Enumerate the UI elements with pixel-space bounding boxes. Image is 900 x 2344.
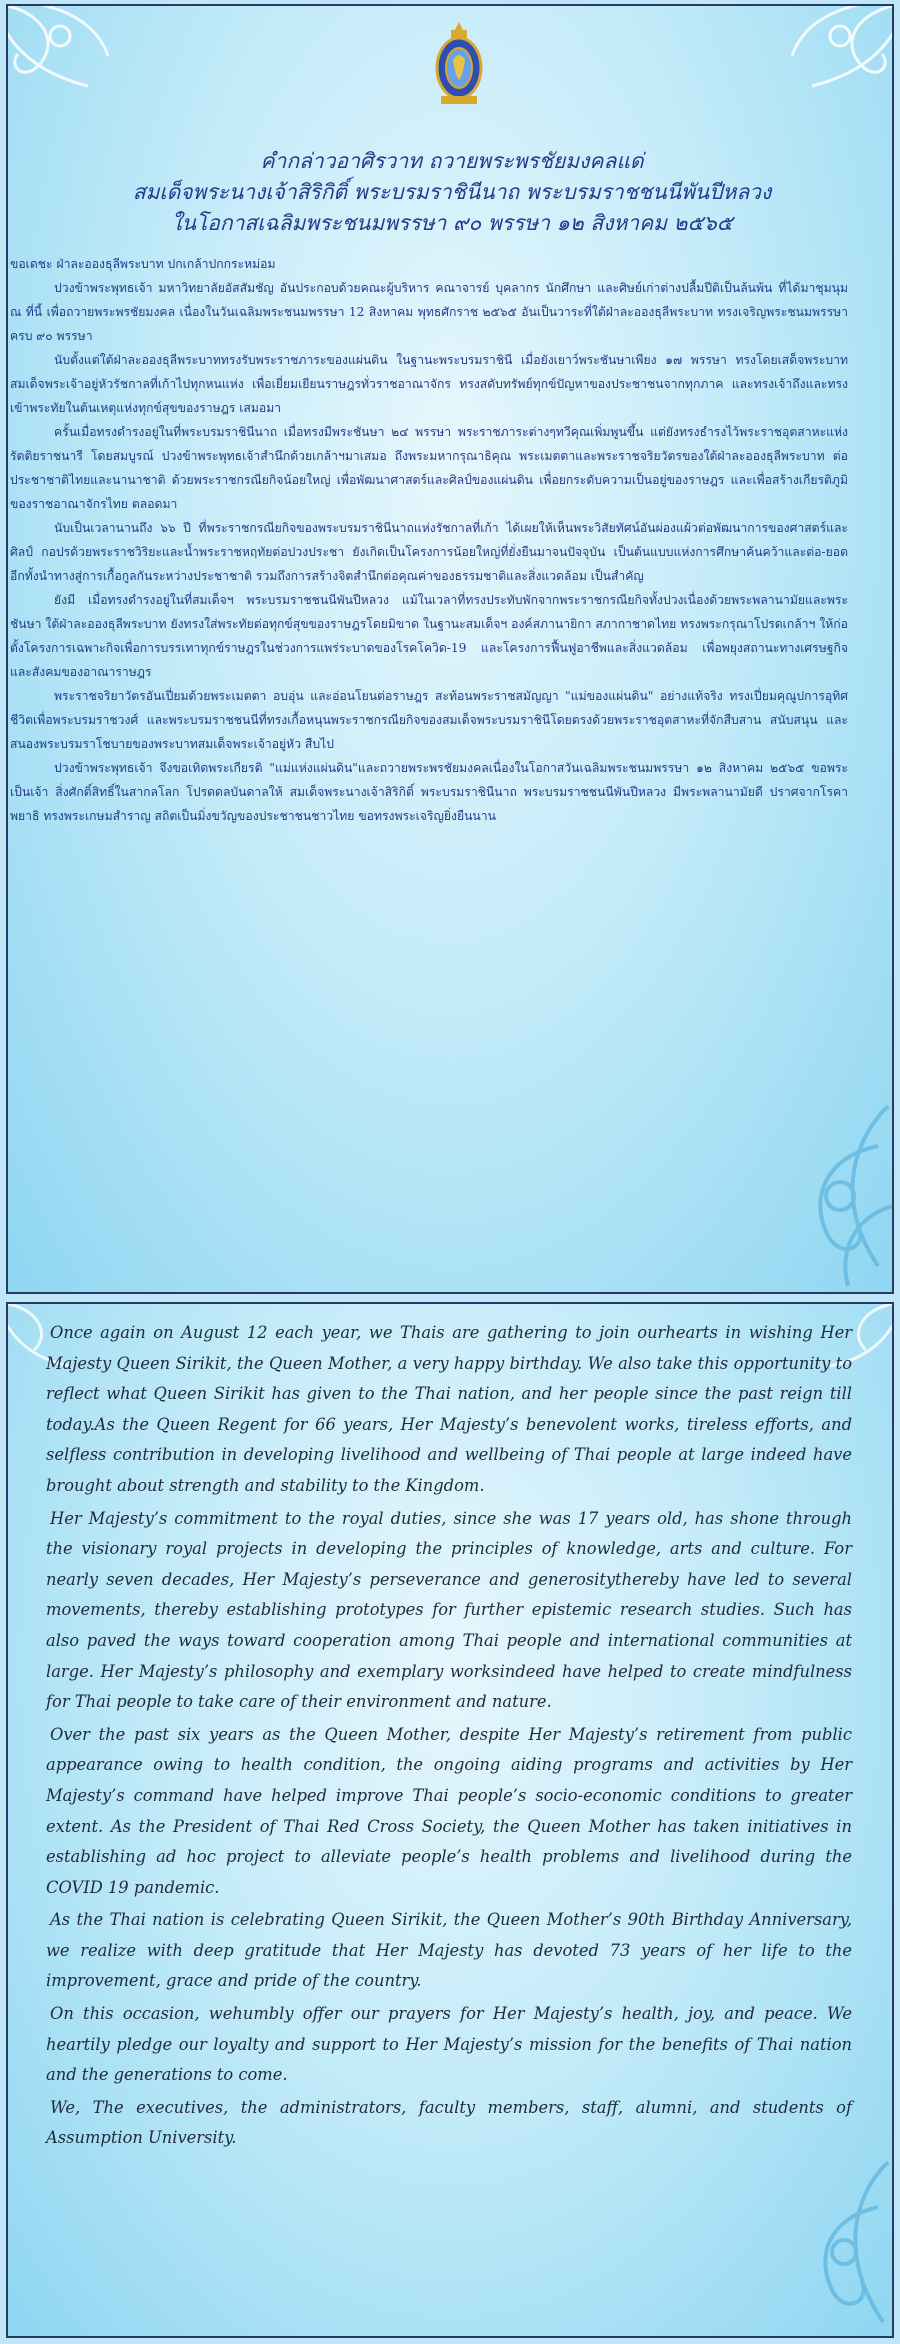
english-paragraph-text: Over the past six years as the Queen Mother, despite Her Majesty’s retirement from public appearance owing to health condition, the ongoing aiding programs and activities by Her Majesty’s command have helped improve Thai people’s socio-economic conditions to greater extent. As the President of Thai Red Cross Society, the Queen Mother has taken initiatives in establishing ad hoc project to alleviate people’s health problems and livelihood during the COVID 19 pandemic. [46,1724,852,1897]
floral-flourish-icon [748,2152,894,2338]
royal-emblem-icon [433,20,485,106]
english-paragraph [46,1999,852,2091]
thai-paragraph: นับตั้งแต่ใต้ฝ่าละอองธุลีพระบาททรงรับพระราชภาระของแผ่นดิน ในฐานะพระบรมราชินี เมื่อยังเยาว์พระชันษาเพียง ๑๗ พรรษา ทรงโดยเสด็จพระบาทสมเด็จพระเจ้าอยู่หัวรัชกาลที่เก้าไปทุกหนแห่ง เพื่อเยี่ยมเยียนราษฎรทั่วราชอาณาจักร ทรงสดับทรัพย์ทุกข์ปัญหาของประชาชนจากทุกภาค และทรงเจ้าถึงและทรงเข้าพระทัยในต้นเหตุแห่งทุกข์สุขของราษฎร เสมอมา [10,353,848,415]
thai-salutation: ขอเดชะ ฝ่าละอองธุลีพระบาท ปกเกล้าปกกระหม่อม [10,257,276,271]
english-paragraph [46,1905,852,1997]
english-paragraph [46,1504,852,1718]
thai-title-line-3: ในโอกาสเฉลิมพระชนมพรรษา ๙๐ พรรษา ๑๒ สิงหาคม ๒๕๖๕ [171,211,733,235]
english-paragraph-text: On this occasion, wehumbly offer our prayers for Her Majesty’s health, joy, and peace. We heartily pledge our loyalty and support to Her Majesty’s mission for the benefits of Thai nation and the generations to come. [46,2004,852,2085]
floral-flourish-icon [728,1086,894,1294]
thai-paragraph: ยังมี เมื่อทรงดำรงอยู่ในที่สมเด็จฯ พระบรมราชชนนีพันปีหลวง แม้ในเวลาที่ทรงประทับพักจากพระราชกรณียกิจทั้งปวงเนื่องด้วยพระพลานามัยและพระชันษา ใต้ฝ่าละอองธุลีพระบาท ยังทรงใส่พระทัยต่อทุกข์สุขของราษฎรโดยมิขาด ในฐานะสมเด็จฯ องค์สภานายิกา สภากาชาดไทย ทรงพระกรุณาโปรดเกล้าฯ ให้ก่อตั้งโครงการเฉพาะกิจเพื่อการบรรเทาทุกข์ราษฎรในช่วงการแพร่ระบาดของโรคโควิด-19 และโครงการฟื้นฟูอาชีพและสิ่งแวดล้อม เพื่อพยุงสถานะทางเศรษฐกิจและสังคมของอาณาราษฎร [10,593,849,679]
english-paragraph [46,2093,852,2154]
floral-flourish-icon [6,4,128,116]
english-body [46,1318,852,2156]
floral-flourish-icon [772,4,894,116]
thai-paragraph: พระราชจริยาวัตรอันเปี่ยมด้วยพระเมตตา อบอุ่น และอ่อนโยนต่อราษฎร สะท้อนพระราชสมัญญา "แม่ของแผ่นดิน" อย่างแท้จริง ทรงเปี่ยมคุณูปการอุทิศชีวิตเพื่อพระบรมราชวงศ์ และพระบรมราชชนนีที่ทรงเกื้อหนุนพระราชกรณียกิจของสมเด็จพระบรมราชินีโดยตรงด้วยพระราชอุตสาหะที่จักสืบสาน สนับสนุน และสนองพระบรมราโชบายของพระบาทสมเด็จพระเจ้าอยู่หัว สืบไป [10,689,848,751]
thai-paragraph: นับเป็นเวลานานถึง ๖๖ ปี ที่พระราชกรณียกิจของพระบรมราชินีนาถแห่งรัชกาลที่เก้า ได้เผยให้เห็นพระวิสัยทัศน์อันผ่องแผ้วต่อพัฒนาการของศาสตร์และศิลป์ กอปรด้วยพระราชวิริยะและน้ำพระราชหฤทัยต่อปวงประชา ยังเกิดเป็นโครงการน้อยใหญ่ที่ยั่งยืนมาจนปัจจุบัน เป็นต้นแบบแห่งการศึกษาค้นคว้าและต่อ-ยอด อีกทั้งนำทางสู่การเกื้อกูลกันระหว่างประชาชาติ รวมถึงการสร้างจิตสำนึกต่อคุณค่าของธรรมชาติและสิ่งแวดล้อม เป็นสำคัญ [10,521,848,583]
thai-title-line-1: คำกล่าวอาศิรวาท ถวายพระพรชัยมงคลแด่ [260,149,644,173]
thai-body [10,252,848,828]
english-paragraph-text: We, The executives, the administrators, faculty members, staff, alumni, and students of Assumption University. [46,2097,852,2148]
english-paragraph [46,1720,852,1904]
english-paragraph [46,1318,852,1502]
thai-paragraph: ปวงข้าพระพุทธเจ้า มหาวิทยาลัยอัสสัมชัญ อันประกอบด้วยคณะผู้บริหาร คณาจารย์ บุคลากร นักศึกษา และศิษย์เก่าต่างปลื้มปีติเป็นล้นพ้น ที่ได้มาชุมนุม ณ ที่นี้ เพื่อถวายพระพรชัยมงคล เนื่องในวันเฉลิมพระชนมพรรษา 12 สิงหาคม พุทธศักราช ๒๕๖๕ อันเป็นวาระที่ใต้ฝ่าละอองธุลีพระบาท ทรงเจริญพระชนมพรรษาครบ ๙๐ พรรษา [10,281,848,343]
english-paragraph-text: Her Majesty’s commitment to the royal duties, since she was 17 years old, has shone through the visionary royal projects in developing the principles of knowledge, arts and culture. For nearly seven decades, Her Majesty’s perseverance and generositythereby have led to several movements, thereby establishing prototypes for further epistemic research studies. Such has also paved the ways toward cooperation among Thai people and international communities at large. Her Majesty’s philosophy and exemplary worksindeed have helped to create mindfulness for Thai people to take care of their environment and nature. [46,1508,852,1712]
thai-paragraph: ครั้นเมื่อทรงดำรงอยู่ในที่พระบรมราชินีนาถ เมื่อทรงมีพระชันษา ๒๔ พรรษา พระราชภาระต่างๆทวีคุณเพิ่มพูนขึ้น แต่ยังทรงธำรงไว้พระราชอุตสาหะแห่งรัตติยราชนารี โดยสมบูรณ์ ปวงข้าพระพุทธเจ้าสำนึกด้วยเกล้าฯมาเสมอ ถึงพระมหากรุณาธิคุณ พระเมตตาและพระราชจริยวัตรของใต้ฝ่าละอองธุลีพระบาท ต่อประชาชาติไทยและนานาชาติ ด้วยพระราชกรณียกิจน้อยใหญ่ เพื่อพัฒนาศาสตร์และศิลป์ของแผ่นดิน เพื่อยกระดับความเป็นอยู่ของราษฎร และเพื่อสร้างเกียรติภูมิของราชอาณาจักรไทย ตลอดมา [10,425,848,511]
english-paragraph-text: As the Thai nation is celebrating Queen Sirikit, the Queen Mother’s 90th Birthday Anniversary, we realize with deep gratitude that Her Majesty has devoted 73 years of her life to the improvement, grace and pride of the country. [46,1910,852,1991]
thai-title-line-2: สมเด็จพระนางเจ้าสิริกิติ์ พระบรมราชินีนาถ พระบรมราชชนนีพันปีหลวง [132,180,772,204]
thai-paragraph: ปวงข้าพระพุทธเจ้า จึงขอเทิดพระเกียรติ "แม่แห่งแผ่นดิน"และถวายพระพรชัยมงคลเนื่องในโอกาสวันเฉลิมพระชนมพรรษา ๑๒ สิงหาคม ๒๕๖๕ ขอพระเป็นเจ้า สิ่งศักดิ์สิทธิ์ในสากลโลก โปรดดลบันดาลให้ สมเด็จพระนางเจ้าสิริกิติ์ พระบรมราชินีนาถ พระบรมราชชนนีพันปีหลวง มีพระพลานามัยดี ปราศจากโรคาพยาธิ ทรงพระเกษมสำราญ สถิตเป็นมิ่งขวัญของประชาชนชาวไทย ขอทรงพระเจริญยิ่งยืนนาน [10,761,848,823]
english-paragraph-text: Once again on August 12 each year, we Thais are gathering to join ourhearts in wishing Her Majesty Queen Sirikit, the Queen Mother, a very happy birthday. We also take this opportunity to reflect what Queen Sirikit has given to the Thai nation, and her people since the past reign till today.As the Queen Regent for 66 years, Her Majesty’s benevolent works, tireless efforts, and selfless contribution in developing livelihood and wellbeing of Thai people at large indeed have brought about strength and stability to the Kingdom. [46,1323,852,1495]
thai-title [8,146,894,239]
